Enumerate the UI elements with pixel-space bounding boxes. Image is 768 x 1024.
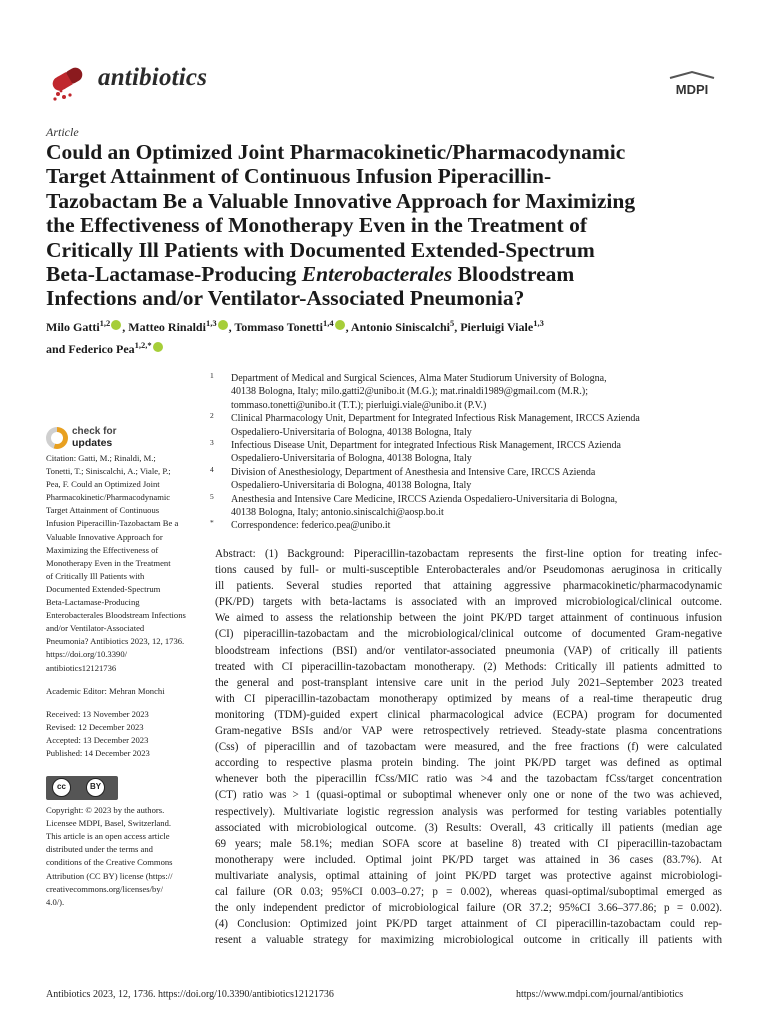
abstract-line: whenever both the piperacillin fCss/MIC ratio was >4 and the tazobactam fCss/target concentration [215, 773, 722, 786]
citation-line: Pharmacokinetic/Pharmacodynamic [46, 492, 171, 503]
publisher-logo [664, 70, 720, 100]
copyright-line: conditions of the Creative Commons [46, 857, 173, 868]
date-published: Published: 14 December 2023 [46, 747, 150, 758]
affiliation-item [210, 493, 730, 520]
abstract-line: (PK/PD) targets with beta-lactams is associated with an improved microbiological/clinical outcome. [215, 596, 722, 609]
academic-editor: Academic Editor: Mehran Monchi [46, 685, 165, 696]
author-name[interactable]: Pierluigi Viale [460, 320, 534, 334]
author-connector: and [46, 342, 66, 356]
citation-line: Documented Extended-Spectrum [46, 583, 161, 594]
footer-journal-link[interactable]: https://www.mdpi.com/journal/antibiotics [516, 989, 684, 1000]
abstract [215, 546, 722, 948]
affiliation-mark: 1 [210, 371, 214, 380]
citation-line: Valuable Innovative Approach for [46, 531, 163, 542]
abstract-line: Gram-negative BSIs and/or VAP were retrospectively retrieved. Steady-state plasma concentrations [215, 725, 722, 738]
author-affiliation: 1,2 [99, 318, 111, 328]
copyright-block [46, 804, 204, 909]
affiliation-line: Anesthesia and Intensive Care Medicine, IRCCS Azienda Ospedaliero-Universitaria di Bologna, [231, 493, 618, 505]
citation-line: Enterobacterales Bloodstream Infections [46, 610, 186, 621]
affiliation-item [210, 519, 730, 532]
check-updates-label: check for [72, 426, 117, 437]
author-name[interactable]: Tommaso Tonetti [234, 320, 323, 334]
title-line: Target Attainment of Continuous Infusion Piperacillin- [46, 164, 552, 189]
abstract-line: (CT) ratio was > 1 (quasi-optimal or suboptimal whenever only one or none of the two was achieved, [215, 789, 722, 802]
author-affiliation: 5 [449, 318, 455, 328]
affiliation-item [210, 439, 730, 466]
publisher-name: MDPI [675, 82, 709, 97]
abstract-line: monotherapy were included. Optimal joint PK/PD target was attained in 36 cases (83.7%). At [215, 853, 722, 866]
article-sidebar [46, 452, 204, 909]
affiliation-mark: * [210, 518, 214, 528]
affiliation-mark: 4 [210, 464, 214, 474]
abstract-line: associated with microbiological outcome. (3) Results: Overall, 43 critically ill patients (median age [215, 821, 722, 834]
orcid-icon[interactable] [335, 320, 345, 330]
doi-link[interactable]: antibiotics12121736 [46, 662, 117, 673]
author-affiliation: 1,2,* [134, 340, 152, 350]
orcid-icon[interactable] [218, 320, 228, 330]
citation-line: Maximizing the Effectiveness of [46, 544, 159, 555]
abstract-line: 69 years; male 58.1%; median SOFA score at baseline 8) treated with CI piperacillin-tazobactam [215, 837, 722, 850]
citation-line: Tonetti, T.; Siniscalchi, A.; Viale, P.; [46, 466, 171, 477]
affiliation-item [210, 372, 730, 412]
date-accepted: Accepted: 13 December 2023 [46, 734, 149, 745]
check-updates-label: updates [72, 437, 113, 449]
article-type: Article [46, 125, 79, 139]
author-affiliation: 1,4 [322, 318, 334, 328]
title-line: Infections and/or Ventilator-Associated Pneumonia? [46, 286, 525, 311]
affiliation-line: 40138 Bologna, Italy; milo.gatti2@unibo.it (M.G.); mat.rinaldi1989@gmail.com (M.R.); [231, 386, 588, 398]
date-received: Received: 13 November 2023 [46, 708, 149, 719]
author-affiliation: 1,3 [533, 318, 544, 328]
citation-line: Monotherapy Even in the Treatment [46, 557, 171, 568]
footer-citation[interactable]: Antibiotics 2023, 12, 1736. https://doi.org/10.3390/antibiotics12121736 [46, 989, 334, 1000]
orcid-icon[interactable] [111, 320, 121, 330]
author-name[interactable]: Antonio Siniscalchi [350, 320, 450, 334]
abstract-line: according to respective plasma protein binding. The joint PK/PD target was defined as optimal [215, 757, 722, 770]
license-link[interactable]: creativecommons.org/licenses/by/ [46, 883, 164, 894]
affiliation-item [210, 412, 730, 439]
author-name[interactable]: Matteo Rinaldi [128, 320, 206, 334]
cc-icon: cc [52, 778, 71, 797]
citation-line: Beta-Lactamase-Producing [46, 597, 140, 608]
title-italic-term: Enterobacterales [301, 262, 453, 287]
affiliation-item [210, 466, 730, 493]
title-fragment: Beta-Lactamase-Producing [46, 262, 302, 287]
abstract-line: (4) Conclusion: Optimized joint PK/PD target attainment of CI piperacillin-tazobactam could rep- [215, 918, 722, 931]
abstract-line: ill patients. Several studies reported that attaining aggressive pharmacokinetic/pharmacodynamic [215, 580, 722, 593]
article-title [46, 140, 736, 311]
citation-line: and/or Ventilator-Associated [46, 623, 145, 634]
citation-line: Infusion Piperacillin-Tazobactam Be a [46, 518, 179, 529]
affiliation-line: Ospedaliero-Universitaria of Bologna, 40138 Bologna, Italy [231, 426, 472, 438]
title-line [46, 262, 736, 286]
affiliation-line: Ospedaliero-Universitaria of Bologna, 40138 Bologna, Italy [231, 453, 472, 465]
abstract-line: monitoring (TDM)-guided expert clinical pharmacological advice (ECPA) program for documented [215, 708, 722, 721]
mdpi-logo-icon [664, 70, 720, 100]
abstract-line: the general and post-transplant intensive care unit in the period July 2021–September 2023 treated [215, 676, 722, 689]
author-name[interactable]: Federico Pea [68, 342, 135, 356]
date-revised: Revised: 12 December 2023 [46, 721, 144, 732]
abstract-line: treated with CI piperacillin-tazobactam monotherapy. (2) Methods: Critically ill patients admitted to [215, 660, 722, 673]
title-line: Critically Ill Patients with Documented Extended-Spectrum [46, 237, 595, 262]
license-link[interactable]: Attribution (CC BY) license (https:// [46, 870, 173, 881]
author-list: Milo Gatti$^{1,2}$ , Matteo Rinaldi$^{1,3}$ , Tommaso Tonetti$^{1,4}$ , Antonio Siniscalchi$^5$, Pierluigi Viale$^{1,3}$ and Federico Pea$^{1,2,*}$ [46, 318, 544, 356]
abstract-line: resent a valuable strategy for maximizing microbiological outcome in critically ill patients with [215, 934, 722, 947]
orcid-icon[interactable] [153, 342, 163, 352]
citation-block [46, 452, 204, 675]
affiliation-line: 40138 Bologna, Italy; antonio.siniscalchi@aosp.bo.it [231, 507, 444, 519]
doi-link[interactable]: https://doi.org/10.3390/ [46, 649, 128, 660]
title-line: Could an Optimized Joint Pharmacokinetic/Pharmacodynamic [46, 140, 626, 164]
check-for-updates-button[interactable] [46, 425, 156, 453]
title-line: the Effectiveness of Monotherapy Even in the Treatment of [46, 213, 588, 238]
abstract-line: tions caused by full- or multi-susceptible Enterobacterales and/or Pseudomonas aeruginosa in critically [215, 564, 722, 577]
copyright-line: Copyright: © 2023 by the authors. [46, 805, 165, 816]
license-link[interactable]: 4.0/). [46, 896, 65, 907]
affiliation-line: Clinical Pharmacology Unit, Department for Integrated Infectious Risk Management, IRCCS Azienda [231, 413, 640, 425]
affiliation-mark: 2 [210, 411, 214, 421]
abstract-line: Abstract: (1) Background: Piperacillin-tazobactam represents the first-line option for treating infec- [215, 548, 722, 560]
affiliation-mark: 3 [210, 438, 214, 448]
check-updates-icon [46, 427, 68, 449]
affiliation-mark: 5 [210, 491, 214, 501]
author-affiliation: 1,3 [205, 318, 217, 328]
abstract-line: We aimed to assess the relationship between the joint PK/PD target attainment of continuous infusion [215, 612, 722, 625]
citation-line: Pneumonia? Antibiotics 2023, 12, 1736. [46, 636, 185, 647]
affiliation-list [210, 372, 730, 533]
affiliation-line: Correspondence: federico.pea@unibo.it [231, 520, 391, 532]
abstract-line: cal failure (OR 0.03; 95%CI 0.003–0.27; p = 0.002), whereas quasi-optimal/suboptimal emerged as [215, 885, 722, 898]
citation-line: Citation: Gatti, M.; Rinaldi, M.; [46, 453, 156, 463]
affiliation-line: Division of Anesthesiology, Department of Anesthesia and Intensive Care, IRCCS Azienda [231, 466, 596, 478]
abstract-line: the only independent predictor of microbiological failure (OR 37.2; 95%CI 3.66–377.86; p = 0.002). [215, 902, 722, 915]
pill-capsule-icon [46, 62, 90, 102]
abstract-line: (CI) piperacillin-tazobactam and the microbiological/clinical outcome of documented Gram-negative [215, 628, 722, 641]
copyright-line: This article is an open access article [46, 831, 170, 842]
cc-by-license-icon[interactable] [46, 776, 118, 800]
affiliation-line: tommaso.tonetti@unibo.it (T.T.); pierluigi.viale@unibo.it (P.V.) [231, 399, 487, 411]
by-icon: BY [86, 778, 105, 797]
abstract-line: multivariate analysis, optimal attaining of joint PK/PD target was protective against microbiologi- [215, 869, 722, 882]
journal-name: antibiotics [98, 64, 208, 91]
affiliation-line: Ospedaliero-Universitaria di Bologna, 40138 Bologna, Italy [231, 480, 472, 492]
citation-line: Target Attainment of Continuous [46, 505, 160, 516]
abstract-line: bloodstream infections (BSI) and/or ventilator-associated pneumonia (VAP) of critically ill patients [215, 644, 722, 657]
citation-line: of Critically Ill Patients with [46, 570, 145, 581]
title-line: Tazobactam Be a Valuable Innovative Approach for Maximizing [46, 188, 636, 213]
title-fragment: Bloodstream [452, 262, 575, 287]
author-name[interactable]: Milo Gatti [46, 320, 100, 334]
affiliation-line: Department of Medical and Surgical Sciences, Alma Mater Studiorum University of Bologna, [231, 373, 607, 384]
affiliation-line: Infectious Disease Unit, Department for integrated Infectious Risk Management, IRCCS Azienda [231, 440, 621, 452]
citation-line: Pea, F. Could an Optimized Joint [46, 479, 160, 490]
copyright-line: Licensee MDPI, Basel, Switzerland. [46, 818, 172, 829]
abstract-line: with CI piperacillin-tazobactam monotherapy optimized by means of a real-time therapeutic drug [215, 692, 722, 705]
copyright-line: distributed under the terms and [46, 844, 153, 855]
abstract-line: (Css) of piperacillin and of tazobactam were measured, and the free fractions (f) were calculated [215, 741, 722, 754]
abstract-line: respectively). Multivariate logistic regression analysis was performed for testing variables potentially [215, 805, 722, 818]
